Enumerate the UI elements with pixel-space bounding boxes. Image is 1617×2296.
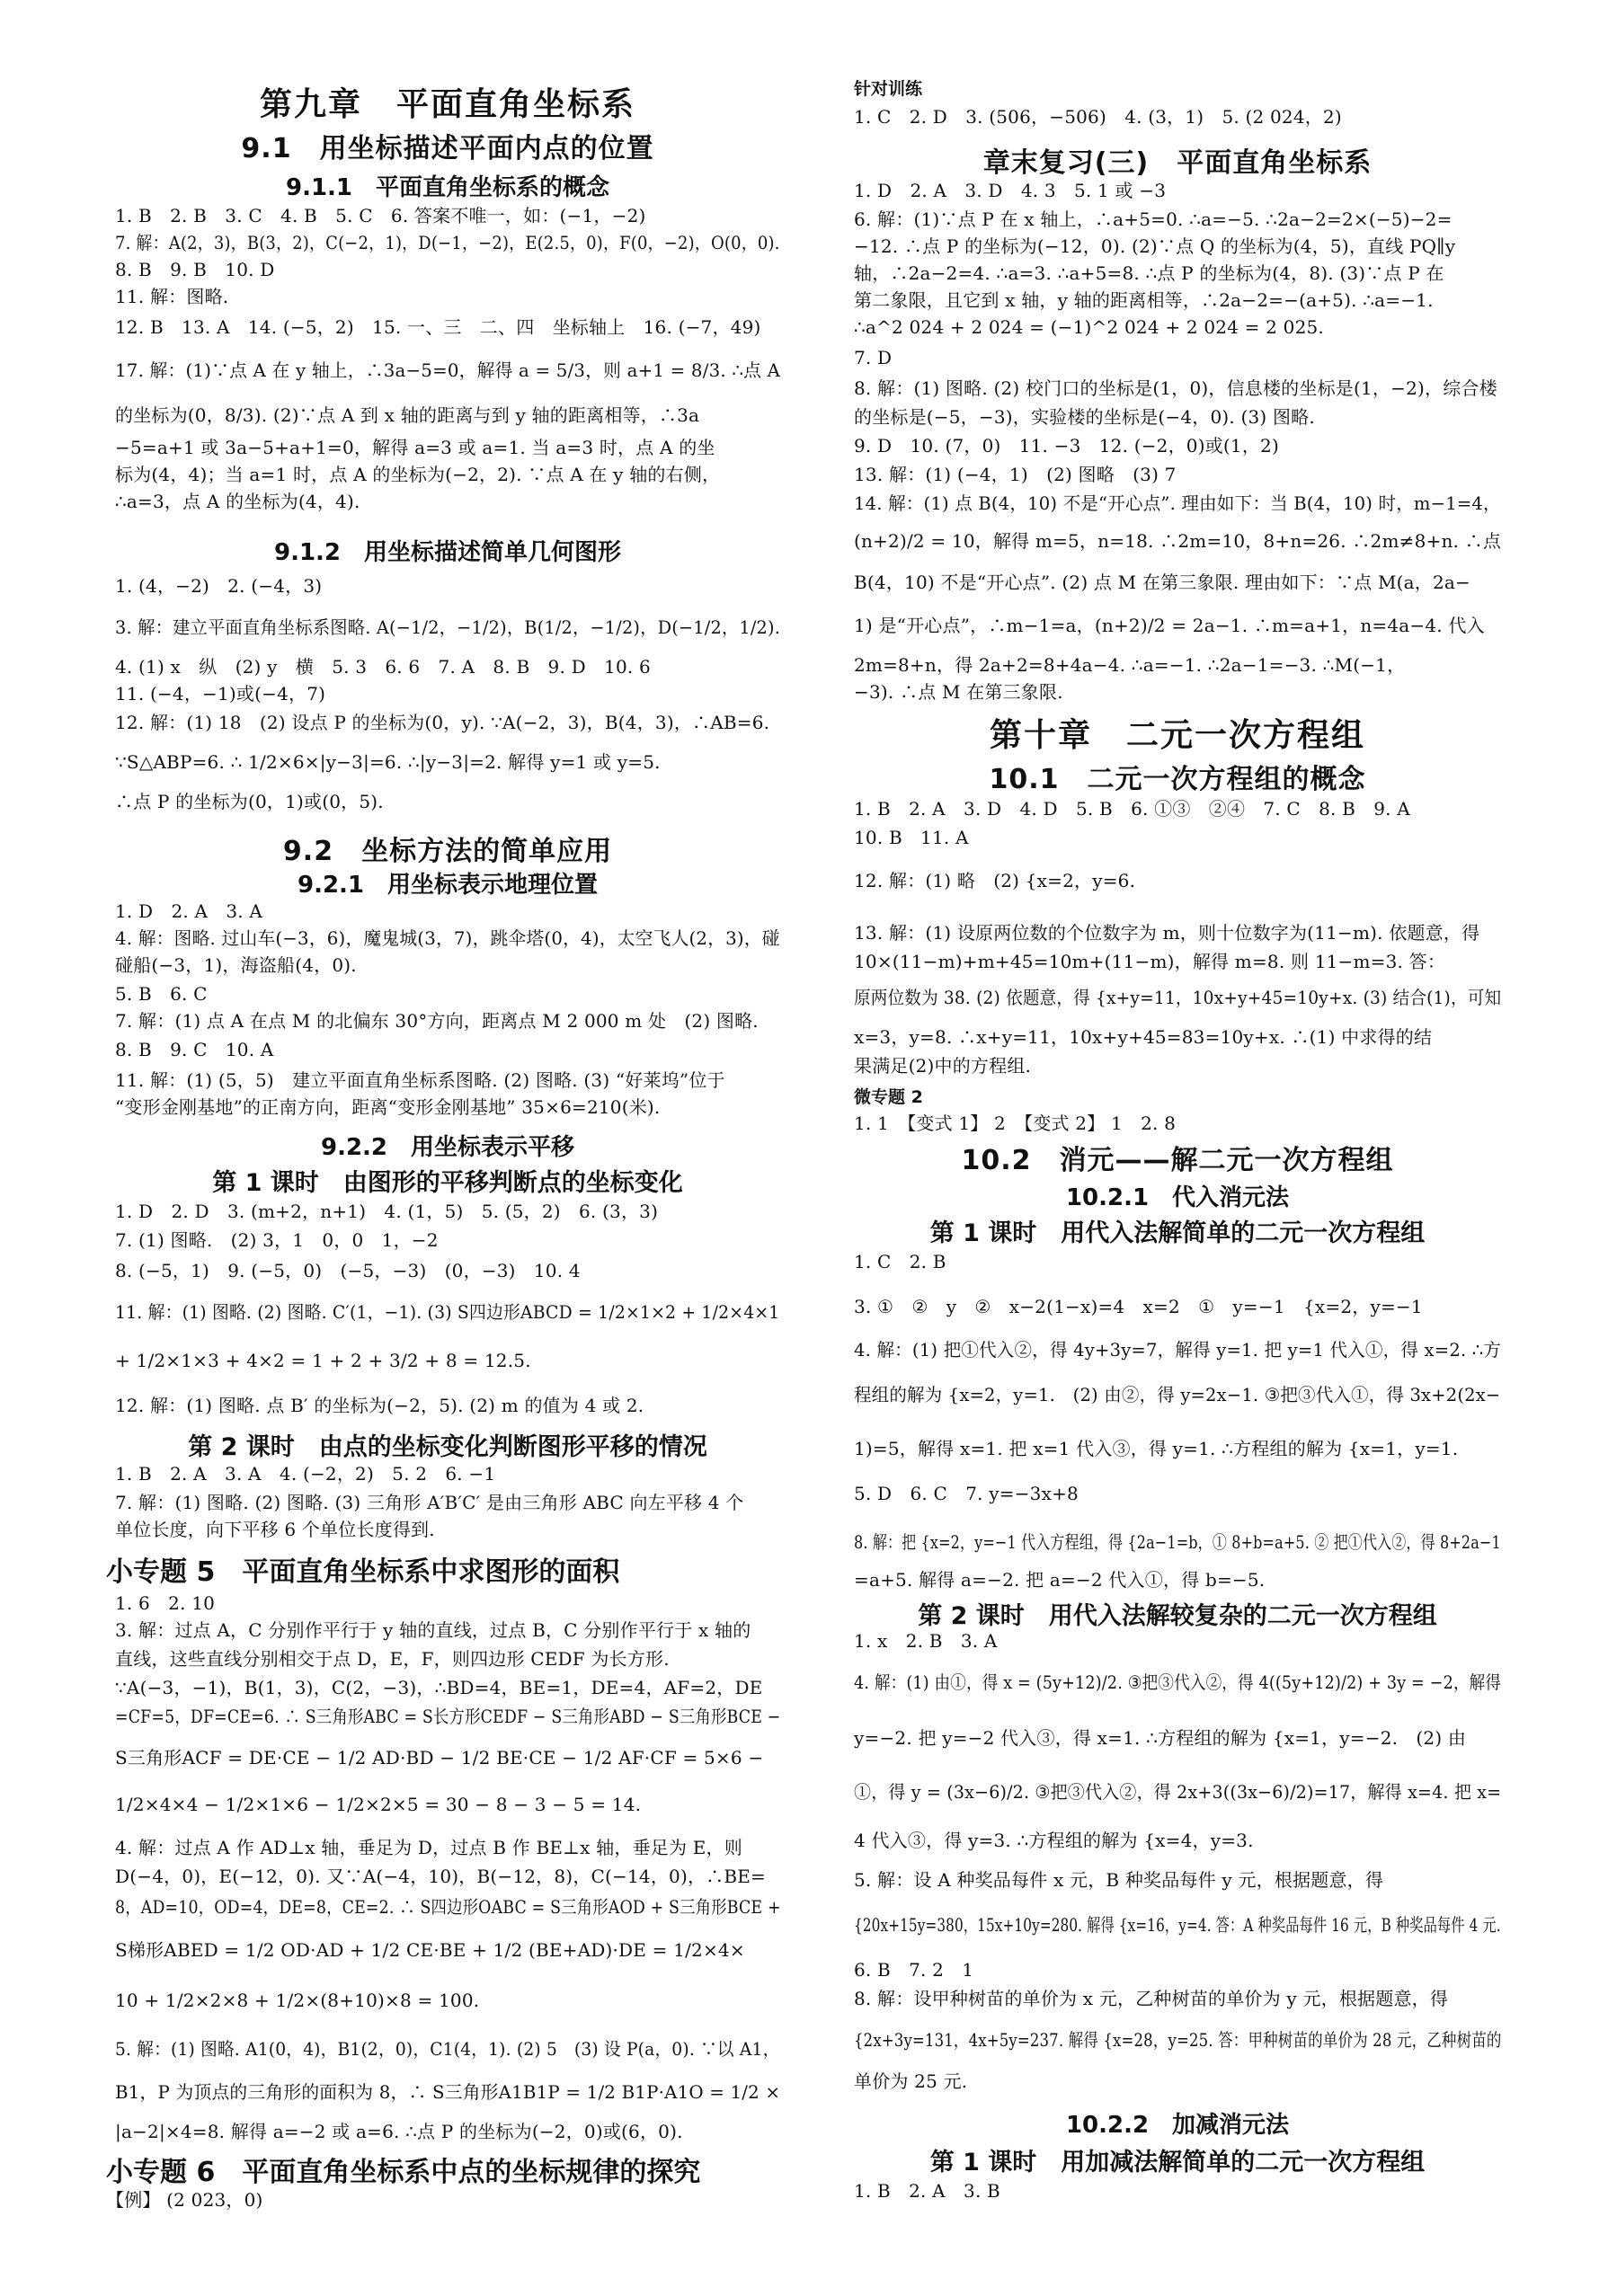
answer-line: 1. B 2. B 3. C 4. B 5. C 6. 答案不唯一，如：(−1，−2) [115,205,646,226]
answer-line: {20x+15y=380，15x+10y=280. 解得 {x=16，y=4. 答：A 种奖品每件 16 元，B 种奖品每件 4 元. [854,1914,1501,1936]
answer-line: 的坐标为(0，8/3). (2)∵点 A 到 x 轴的距离与到 y 轴的距离相等，∴3a [115,404,700,426]
section-10-2-2-title: 10.2.2 加减消元法 [1065,2112,1290,2139]
answer-line: 1. D 2. A 3. A [115,900,263,922]
answer-line: B1，P 为顶点的三角形的面积为 8，∴ S三角形A1B1P = 1/2 B1P·A1O = 1/2 × [115,2081,781,2103]
answer-line: 1)=5，解得 x=1. 把 x=1 代入③，得 y=1. ∴方程组的解为 {x=1，y=1. [854,1438,1459,1459]
answer-line: 7. 解：A(2，3)，B(3，2)，C(−2，1)，D(−1，−2)，E(2.5，0)，F(0，−2)，O(0，0). [115,232,780,253]
section-10-2-1-title: 10.2.1 代入消元法 [1065,1184,1290,1211]
answer-line: −5=a+1 或 3a−5+a+1=0，解得 a=3 或 a=1. 当 a=3 时，点 A 的坐 [115,437,715,458]
answer-line: 的坐标是(−5，−3)，实验楼的坐标是(−4，0). (3) 图略. [854,406,1315,428]
answer-line: 原两位数为 38. (2) 依题意，得 {x+y=11，10x+y+45=10y+x. (3) 结合(1)，可知 [854,987,1502,1008]
answer-line: 4. (1) x 纵 (2) y 横 5. 3 6. 6 7. A 8. B 9. D 10. 6 [115,656,651,678]
answer-line: 1. 6 2. 10 [115,1592,216,1614]
answer-line: 1) 是“开心点”，∴m−1=a，(n+2)/2 = 2a−1. ∴m=a+1，n=4a−4. 代入 [854,615,1485,636]
section-9-2-2-title: 9.2.2 用坐标表示平移 [320,1134,575,1161]
answer-line: 10×(11−m)+m+45=10m+(11−m)，解得 m=8. 则 11−m=3. 答： [854,951,1446,972]
answer-line: 1. B 2. A 3. B [854,2180,1000,2202]
answer-line: 【例】 (2 023，0) [106,2189,263,2211]
answer-line: “变形金刚基地”的正南方向，距离“变形金刚基地” 35×6=210(米). [115,1096,661,1118]
answer-line: 4. 解：(1) 由①，得 x = (5y+12)/2. ③把③代入②，得 4((5y+12)/2) + 3y = −2，解得 [854,1671,1502,1693]
answer-line: 10. B 11. A [854,827,969,848]
answer-line: 11. 解：图略. [115,286,229,307]
answer-line: (n+2)/2 = 10，解得 m=5，n=18. ∴2m=10，8+n=26. ∴2m≠8+n. ∴点 [854,530,1502,552]
answer-line: 8. 解：设甲种树苗的单价为 x 元，乙种树苗的单价为 y 元，根据题意，得 [854,1988,1449,2009]
answer-line: |a−2|×4=8. 解得 a=−2 或 a=6. ∴点 P 的坐标为(−2，0)或(6，0). [115,2121,683,2142]
section-9-2-1-title: 9.2.1 用坐标表示地理位置 [297,872,599,899]
answer-line: 12. 解：(1) 图略. 点 B′ 的坐标为(−2，5). (2) m 的值为 4 或 2. [115,1395,644,1416]
answer-line: 4. 解：过点 A 作 AD⊥x 轴，垂足为 D，过点 B 作 BE⊥x 轴，垂足为 E，则 [115,1837,742,1858]
answer-line: 果满足(2)中的方程组. [854,1055,1032,1077]
answer-line: 12. B 13. A 14. (−5，2) 15. 一、三 二、四 坐标轴上 16. (−7，49) [115,316,761,338]
answer-line: 8. 解：把 {x=2，y=−1 代入方程组，得 {2a−1=b，① 8+b=a+5. ② 把①代入②，得 8+2a−1 [854,1531,1501,1553]
answer-line: 6. 解：(1)∵点 P 在 x 轴上，∴a+5=0. ∴a=−5. ∴2a−2=2×(−5)−2= [854,208,1453,230]
answer-line: 直线，这些直线分别相交于点 D，E，F，则四边形 CEDF 为长方形. [115,1648,670,1670]
answer-line: 单位长度，向下平移 6 个单位长度得到. [115,1519,435,1540]
answer-line: 4 代入③，得 y=3. ∴方程组的解为 {x=4，y=3. [854,1830,1254,1851]
answer-line: 6. B 7. 2 1 [854,1959,974,1981]
answer-line: −12. ∴点 P 的坐标为(−12，0). (2)∵点 Q 的坐标为(4，5)，直线 PQ∥y [854,235,1456,257]
answer-line: 2m=8+n，得 2a+2=8+4a−4. ∴a=−1. ∴2a−1=−3. ∴M(−1， [854,654,1406,676]
answer-line: 5. D 6. C 7. y=−3x+8 [854,1483,1079,1504]
answer-line: 3. 解：过点 A，C 分别作平行于 y 轴的直线，过点 B，C 分别作平行于 x 轴的 [115,1619,751,1641]
answer-line: 11. 解：(1) 图略. (2) 图略. C′(1，−1). (3) S四边形ABCD = 1/2×1×2 + 1/2×4×1 [115,1301,780,1323]
answer-line: =a+5. 解得 a=−2. 把 a=−2 代入①，得 b=−5. [854,1569,1266,1591]
chapter9-title: 第九章 平面直角坐标系 [259,86,635,123]
answer-line: 1. B 2. A 3. D 4. D 5. B 6. ①③ ②④ 7. C 8. B 9. A [854,798,1410,820]
answer-line: ∴点 P 的坐标为(0，1)或(0，5). [115,791,384,812]
answer-line: + 1/2×1×3 + 4×2 = 1 + 2 + 3/2 + 8 = 12.5. [115,1350,531,1371]
lesson1-title: 第 1 课时 由图形的平移判断点的坐标变化 [212,1169,683,1197]
answer-line: 11. (−4，−1)或(−4，7) [115,683,326,705]
answer-line: 标为(4，4)；当 a=1 时，点 A 的坐标为(−2，2). ∵点 A 在 y 轴的右侧， [115,464,721,485]
answer-line: 程组的解为 {x=2，y=1. (2) 由②，得 y=2x−1. ③把③代入①，得 3x+2(2x− [854,1384,1501,1405]
answer-line: ①，得 y = (3x−6)/2. ③把③代入②，得 2x+3((3x−6)/2)=17，解得 x=4. 把 x= [854,1781,1502,1803]
topic5-title: 小专题 5 平面直角坐标系中求图形的面积 [106,1556,620,1588]
answer-line: 4. 解：(1) 把①代入②，得 4y+3y=7，解得 y=1. 把 y=1 代入①，得 x=2. ∴方 [854,1339,1502,1361]
section-10-1-title: 10.1 二元一次方程组的概念 [989,764,1366,795]
chapter10-title: 第十章 二元一次方程组 [989,717,1365,754]
section-10-2-title: 10.2 消元——解二元一次方程组 [961,1145,1394,1176]
answer-line: ∴a^2 024 + 2 024 = (−1)^2 024 + 2 024 = 2 025. [854,316,1324,338]
answer-line: 碰船(−3，1)，海盗船(4，0). [115,954,357,976]
answer-line: S三角形ACF = DE·CE − 1/2 AD·BD − 1/2 BE·CE − 1/2 AF·CF = 5×6 − [115,1747,764,1769]
answer-line: {2x+3y=131，4x+5y=237. 解得 {x=28，y=25. 答：甲种树苗的单价为 28 元，乙种树苗的 [854,2029,1502,2051]
answer-line: 5. 解：(1) 图略. A1(0，4)，B1(2，0)，C1(4，1). (2) 5 (3) 设 P(a，0). ∵以 A1， [115,2038,780,2060]
answer-line: 8，AD=10，OD=4，DE=8，CE=2. ∴ S四边形OABC = S三角形AOD + S三角形BCE + [115,1896,781,1918]
answer-line: 7. 解：(1) 图略. (2) 图略. (3) 三角形 A′B′C′ 是由三角形 ABC 向左平移 4 个 [115,1492,744,1513]
answer-line: 1. 1 【变式 1】 2 【变式 2】 1 2. 8 [854,1113,1177,1134]
micro-topic-label: 微专题 2 [854,1087,923,1107]
answer-line: 1. x 2. B 3. A [854,1630,998,1652]
answer-line: 14. 解：(1) 点 B(4，10) 不是“开心点”. 理由如下：当 B(4，10) 时，m−1=4， [854,492,1501,514]
answer-line: 17. 解：(1)∵点 A 在 y 轴上，∴3a−5=0，解得 a = 5/3，则 a+1 = 8/3. ∴点 A [115,359,781,381]
answer-line: 13. 解：(1) (−4，1) (2) 图略 (3) 7 [854,464,1177,485]
answer-line: 7. (1) 图略. (2) 3，1 0，0 1，−2 [115,1229,439,1251]
practice-label: 针对训练 [854,79,923,99]
answer-line: 3. ① ② y ② x−2(1−x)=4 x=2 ① y=−1 {x=2，y=−1 [854,1296,1423,1317]
answer-line: −3). ∴点 M 在第三象限. [854,681,1063,703]
lesson-10-2-1-2-title: 第 2 课时 用代入法解较复杂的二元一次方程组 [918,1602,1437,1630]
answer-line: 1. (4，−2) 2. (−4，3) [115,575,323,597]
answer-line: 9. D 10. (7，0) 11. −3 12. (−2，0)或(1，2) [854,435,1279,457]
answer-line: ∵A(−3，−1)，B(1，3)，C(2，−3)，∴BD=4，BE=1，DE=4，AF=2，DE [115,1677,763,1698]
answer-line: 12. 解：(1) 略 (2) {x=2，y=6. [854,870,1136,891]
answer-line: 单价为 25 元. [854,2070,968,2092]
answer-line: 3. 解：建立平面直角坐标系图略. A(−1/2，−1/2)，B(1/2，−1/2)，D(−1/2，1/2). [115,616,781,638]
answer-line: 7. D [854,347,893,368]
lesson-10-2-2-1-title: 第 1 课时 用加减法解简单的二元一次方程组 [929,2149,1426,2176]
section-9-1-1-title: 9.1.1 平面直角坐标系的概念 [285,174,610,201]
answer-line: 7. 解：(1) 点 A 在点 M 的北偏东 30°方向，距离点 M 2 000 m 处 (2) 图略. [115,1010,759,1032]
answer-line: 1/2×4×4 − 1/2×1×6 − 1/2×2×5 = 30 − 8 − 3 − 5 = 14. [115,1794,642,1815]
answer-line: 8. B 9. B 10. D [115,259,275,280]
answer-line: 第二象限，且它到 x 轴，y 轴的距离相等，∴2a−2=−(a+5). ∴a=−1. [854,289,1434,311]
answer-line: ∵S△ABP=6. ∴ 1/2×6×|y−3|=6. ∴|y−3|=2. 解得 y=1 或 y=5. [115,751,661,773]
section-9-1-title: 9.1 用坐标描述平面内点的位置 [241,133,654,164]
answer-line: 1. C 2. B [854,1251,946,1272]
review-title: 章末复习(三) 平面直角坐标系 [982,147,1373,179]
topic6-title: 小专题 6 平面直角坐标系中点的坐标规律的探究 [106,2157,701,2188]
answer-line: 1. D 2. D 3. (m+2，n+1) 4. (1，5) 5. (5，2) 6. (3，3) [115,1201,659,1222]
answer-line: 10 + 1/2×2×8 + 1/2×(8+10)×8 = 100. [115,1990,480,2011]
answer-line: y=−2. 把 y=−2 代入③，得 x=1. ∴方程组的解为 {x=1，y=−2. (2) 由 [854,1727,1467,1749]
answer-line: S梯形ABED = 1/2 OD·AD + 1/2 CE·BE + 1/2 (BE+AD)·DE = 1/2×4× [115,1939,745,1961]
answer-line: 13. 解：(1) 设原两位数的个位数字为 m，则十位数字为(11−m). 依题意，得 [854,922,1480,944]
answer-line: 5. B 6. C [115,983,208,1005]
answer-line: 8. 解：(1) 图略. (2) 校门口的坐标是(1，0)，信息楼的坐标是(1，−2)，综合楼 [854,377,1497,399]
answer-line: D(−4，0)，E(−12，0). 又∵A(−4，10)，B(−12，8)，C(−14，0)，∴BE= [115,1866,767,1887]
answer-line: ∴a=3，点 A 的坐标为(4，4). [115,491,360,512]
answer-line: 1. B 2. A 3. A 4. (−2，2) 5. 2 6. −1 [115,1463,496,1485]
answer-line: 8. B 9. C 10. A [115,1039,274,1060]
lesson2-title: 第 2 课时 由点的坐标变化判断图形平移的情况 [188,1433,707,1461]
section-9-1-2-title: 9.1.2 用坐标描述简单几何图形 [273,539,622,566]
answer-line: 1. D 2. A 3. D 4. 3 5. 1 或 −3 [854,180,1167,201]
answer-line: 12. 解：(1) 18 (2) 设点 P 的坐标为(0，y). ∵A(−2，3)，B(4，3)，∴AB=6. [115,712,770,733]
answer-line: 11. 解：(1) (5，5) 建立平面直角坐标系图略. (2) 图略. (3) “好莱坞”位于 [115,1069,725,1091]
answer-line: 5. 解：设 A 种奖品每件 x 元，B 种奖品每件 y 元，根据题意，得 [854,1869,1384,1891]
answer-line: x=3，y=8. ∴x+y=11，10x+y+45=83=10y+x. ∴(1) 中求得的结 [854,1026,1433,1048]
section-9-2-title: 9.2 坐标方法的简单应用 [282,836,613,867]
answer-line: 8. (−5，1) 9. (−5，0) (−5，−3) (0，−3) 10. 4 [115,1260,581,1281]
lesson-10-2-1-1-title: 第 1 课时 用代入法解简单的二元一次方程组 [929,1219,1426,1247]
answer-line: 轴，∴2a−2=4. ∴a=3. ∴a+5=8. ∴点 P 的坐标为(4，8). (3)∵点 P 在 [854,262,1444,284]
answer-line: B(4，10) 不是“开心点”. (2) 点 M 在第三象限. 理由如下：∵点 M(a，2a− [854,572,1470,593]
answer-line: =CF=5，DF=CE=6. ∴ S三角形ABC = S长方形CEDF − S三角形ABD − S三角形BCE − [115,1706,781,1727]
answer-line: 4. 解：图略. 过山车(−3，6)，魔鬼城(3，7)，跳伞塔(0，4)，太空飞人(2，3)，碰 [115,927,780,949]
answer-line: 1. C 2. D 3. (506，−506) 4. (3，1) 5. (2 024，2) [854,106,1342,128]
